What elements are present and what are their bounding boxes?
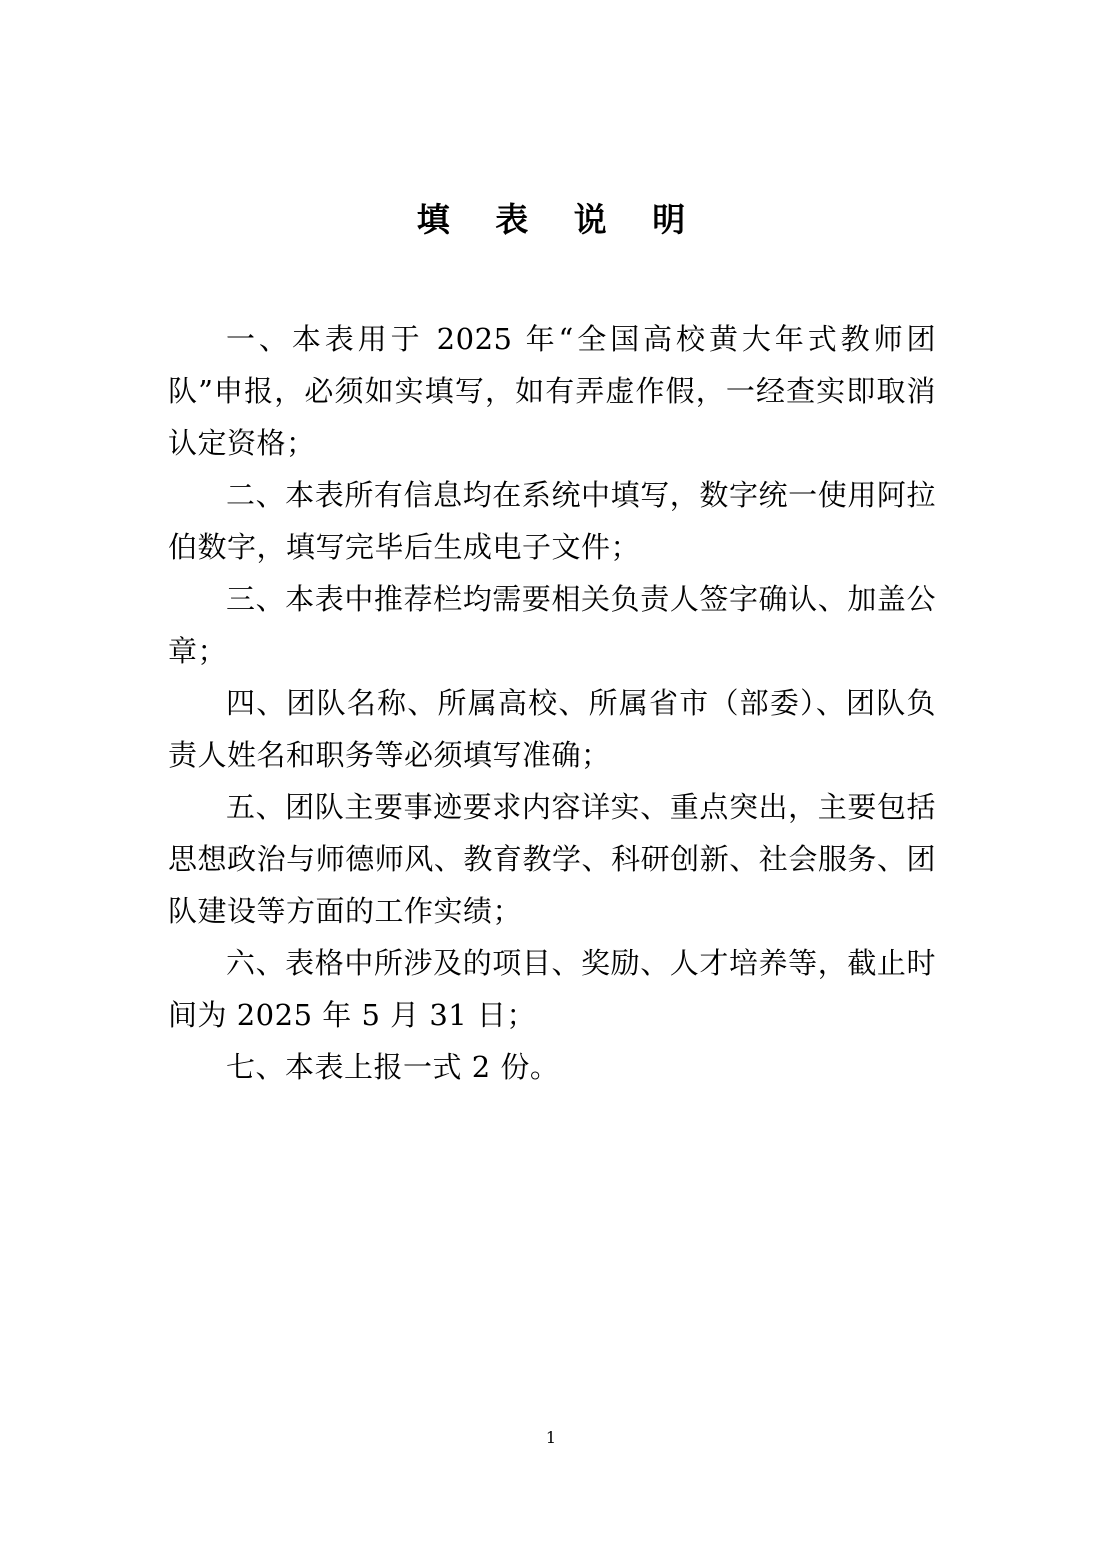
instruction-item-2: 二、本表所有信息均在系统中填写，数字统一使用阿拉伯数字，填写完毕后生成电子文件； [168, 478, 936, 564]
instruction-item-3: 三、本表中推荐栏均需要相关负责人签字确认、加盖公章； [168, 582, 936, 668]
instruction-list [168, 313, 936, 1093]
instruction-item-5: 五、团队主要事迹要求内容详实、重点突出，主要包括思想政治与师德师风、教育教学、科研创新、社会服务、团队建设等方面的工作实绩； [168, 790, 936, 928]
instruction-item-6: 六、表格中所涉及的项目、奖励、人才培养等，截止时间为 2025 年 5 月 31 日； [168, 946, 936, 1032]
page-number: 1 [545, 1428, 557, 1447]
instruction-item-7: 七、本表上报一式 2 份。 [226, 1050, 560, 1084]
page-title: 填 表 说 明 [416, 200, 703, 239]
instruction-item-1: 一、本表用于 2025 年“全国高校黄大年式教师团队”申报，必须如实填写，如有弄虚作假，一经查实即取消认定资格； [168, 322, 936, 460]
instruction-item-4: 四、团队名称、所属高校、所属省市（部委）、团队负责人姓名和职务等必须填写准确； [168, 686, 936, 772]
